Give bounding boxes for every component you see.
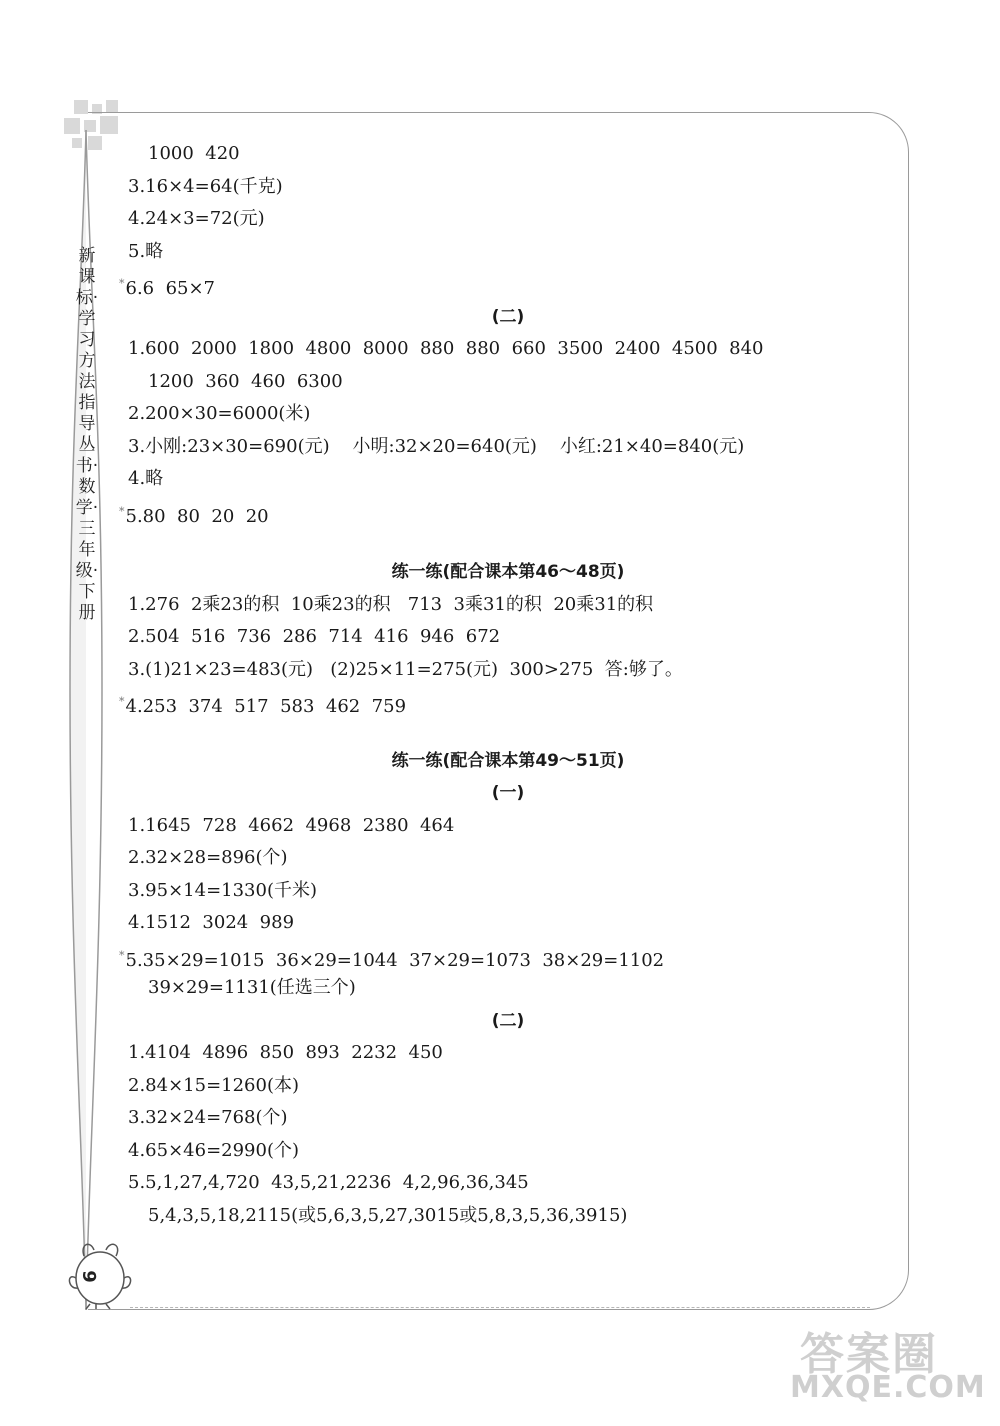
answer-line [128,589,888,622]
answer-line [128,654,888,687]
answer-text: 4.略 [128,468,164,489]
answer-line [128,138,888,171]
star-mark-icon: * [119,948,125,962]
section-heading: 练一练(配合课本第46～48页) [391,562,625,582]
answer-text: 3.小刚:23×30=690(元) 小明:32×20=640(元) 小红:21×40=840(元) [128,435,745,457]
answer-text: 2.504 516 736 286 714 416 946 672 [128,626,501,647]
section-heading: (一) [491,783,525,803]
answer-text: 5.80 80 20 20 [125,505,269,527]
answer-text: 3.32×24=768(个) [128,1107,288,1128]
answer-text: 39×29=1131(任选三个) [148,977,356,998]
page-number: 6 [79,1270,101,1283]
answer-text: 3.95×14=1330(千米) [128,879,317,901]
answer-line [119,496,888,529]
answer-text: 1.600 2000 1800 4800 8000 880 880 660 3500 2400 4500 840 [128,338,764,359]
spacer [128,719,888,745]
section-heading: (二) [491,1010,525,1031]
answer-line [128,1070,888,1103]
answer-line [128,621,888,654]
chick-mascot-icon [66,1238,136,1310]
answer-line [128,236,888,269]
answer-line [128,1037,888,1070]
answer-line [119,268,888,301]
star-mark-icon: * [119,504,125,518]
answer-line [128,463,888,496]
answer-line [128,810,888,843]
answer-text: 4.1512 3024 989 [128,912,295,933]
answer-text: 1.1645 728 4662 4968 2380 464 [128,814,455,836]
answer-text: 2.32×28=896(个) [128,847,288,868]
answer-text: 2.200×30=6000(米) [128,403,311,424]
answer-text: 1000 420 [148,143,240,164]
answer-line [128,1200,888,1233]
answer-line [128,907,888,940]
answer-content [119,138,888,1232]
answer-text: 5.略 [128,240,164,262]
answer-text: 3.(1)21×23=483(元) (2)25×11=275(元) 300>275 答:够了。 [128,658,683,680]
answer-text: 4.253 374 517 583 462 759 [125,696,407,717]
answer-line [128,875,888,908]
bottom-divider [130,1307,870,1308]
answer-line [128,1102,888,1135]
answer-text: 6.6 65×7 [125,278,216,299]
answer-text: 1.4104 4896 850 893 2232 450 [128,1042,443,1063]
answer-line [119,686,888,719]
answer-line [128,171,888,204]
answer-line [128,203,888,236]
answer-line [119,940,888,973]
answer-text: 2.84×15=1260(本) [128,1074,299,1096]
answer-text: 4.24×3=72(元) [128,208,265,229]
answer-line [128,842,888,875]
answer-line [128,398,888,431]
watermark-en: MXQE.COM [790,1370,986,1405]
star-mark-icon: * [119,277,125,290]
answer-text: 5.35×29=1015 36×29=1044 37×29=1073 38×29=1102 [125,949,665,971]
watermark-logo [790,1318,990,1418]
answer-line [128,366,888,399]
spine-title: 新课标·学习方法指导丛书·数学·三年级·下册 [75,246,99,623]
answer-line [128,333,888,366]
section-heading: (二) [491,306,525,327]
answer-text: 4.65×46=2990(个) [128,1139,299,1161]
answer-text: 1.276 2乘23的积 10乘23的积 713 3乘31的积 20乘31的积 [128,593,654,615]
answer-line [128,972,888,1005]
star-mark-icon: * [119,695,125,708]
answer-text: 3.16×4=64(千克) [128,175,283,197]
section-heading: 练一练(配合课本第49～51页) [391,750,625,771]
answer-line [128,1135,888,1168]
answer-text: 5.5,1,27,4,720 43,5,21,2236 4,2,96,36,345 [128,1172,529,1193]
answer-line [128,1167,888,1200]
spacer [128,528,888,556]
watermark-cn: 答案圈 [800,1329,938,1380]
answer-line [128,431,888,464]
answer-text: 5,4,3,5,18,2115(或5,6,3,5,27,3015或5,8,3,5,36,3915) [148,1204,628,1226]
answer-text: 1200 360 460 6300 [148,370,343,392]
